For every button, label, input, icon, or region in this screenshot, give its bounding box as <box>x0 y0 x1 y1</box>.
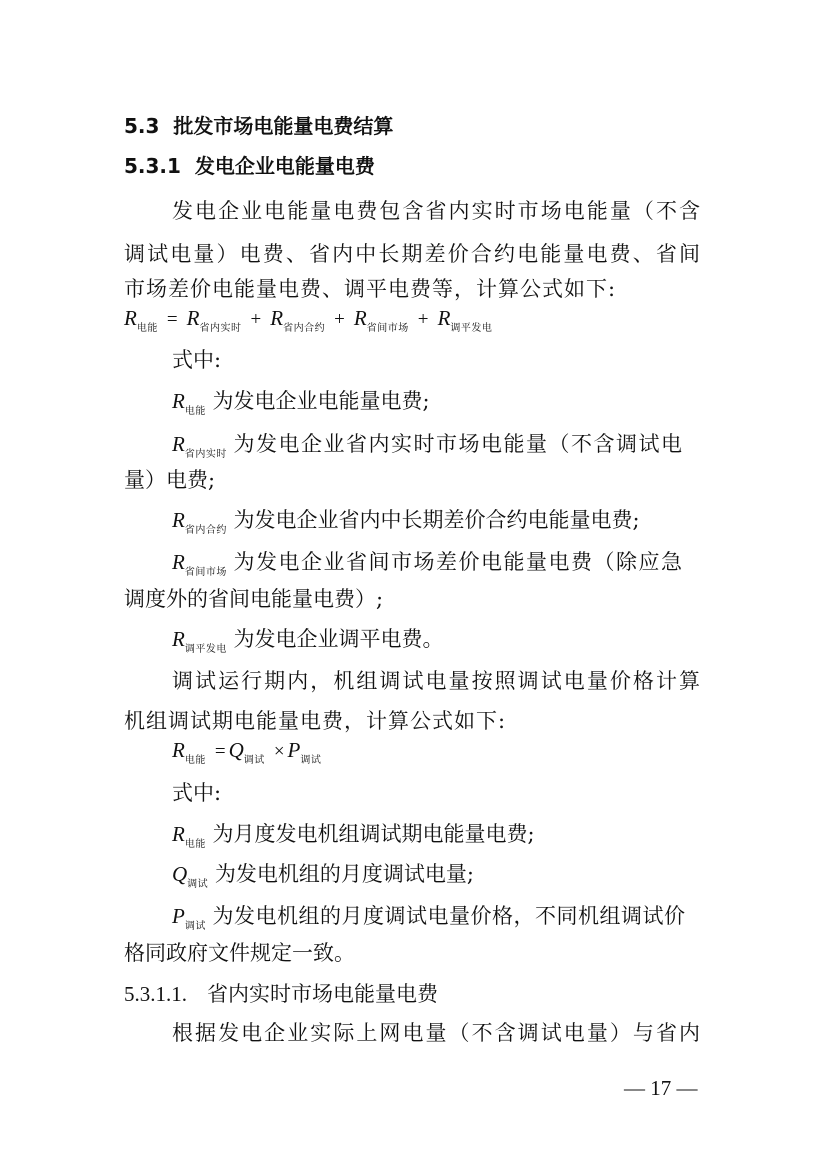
equals-sign: = <box>214 741 226 762</box>
definition-r-provincial-realtime <box>172 430 700 463</box>
page-number: — 17 — <box>624 1076 698 1100</box>
definition-q-commissioning <box>172 860 474 893</box>
formula-symbol: R <box>172 508 185 532</box>
formula-symbol: Q <box>172 862 188 886</box>
formula-total-energy-fee <box>124 304 492 337</box>
section-title: 省内实时市场电能量电费 <box>207 982 439 1006</box>
formula-symbol: R <box>186 306 200 330</box>
formula-symbol: R <box>353 306 367 330</box>
formula-symbol: P <box>287 738 301 762</box>
formula-symbol: R <box>437 306 451 330</box>
paragraph-line: 市场差价电能量电费、调平电费等，计算公式如下: <box>124 277 617 301</box>
formula-subscript: 省间市场 <box>366 323 409 334</box>
formula-subscript: 省内合约 <box>184 525 227 536</box>
paragraph-line: 调试运行期内，机组调试电量按照调试电量价格计算 <box>172 669 700 693</box>
definition-r-energy-monthly <box>172 820 535 853</box>
formula-symbol: R <box>172 389 185 413</box>
plus-sign: + <box>250 309 262 330</box>
section-heading-5-3-1-1 <box>124 980 438 1008</box>
formula-subscript: 调平发电 <box>184 644 227 655</box>
section-title: 发电企业电能量电费 <box>194 154 375 178</box>
definition-text: 为月度发电机组调试期电能量电费; <box>212 822 535 846</box>
definition-r-provincial-contract <box>172 506 640 539</box>
formula-subscript: 调试 <box>187 879 209 890</box>
section-heading-5-3-1 <box>124 152 375 180</box>
where-label: 式中: <box>172 781 222 805</box>
definition-continuation: 量）电费; <box>124 468 216 492</box>
paragraph-line: 机组调试期电能量电费，计算公式如下: <box>124 709 507 733</box>
plus-sign: + <box>334 309 345 330</box>
formula-subscript: 省内合约 <box>283 323 326 334</box>
formula-subscript: 电能 <box>184 406 206 417</box>
paragraph-line: 调试电量）电费、省内中长期差价合约电能量电费、省间 <box>124 242 700 266</box>
formula-symbol: Q <box>228 738 244 762</box>
definition-text: 为发电机组的月度调试电量价格，不同机组调试价 <box>212 904 686 928</box>
formula-symbol: R <box>270 306 284 330</box>
section-number: 5.3.1.1. <box>124 982 187 1006</box>
section-number: 5.3 <box>124 114 160 138</box>
definition-text: 为发电企业电能量电费; <box>212 389 430 413</box>
formula-symbol: P <box>172 904 185 928</box>
definition-text: 为发电企业省内中长期差价合约电能量电费; <box>233 508 640 532</box>
formula-subscript: 电能 <box>184 755 206 766</box>
formula-commissioning-fee <box>172 736 321 769</box>
definition-text: 为发电企业调平电费。 <box>233 627 444 651</box>
formula-subscript: 调试 <box>300 755 322 766</box>
definition-r-balancing <box>172 625 444 658</box>
definition-text: 为发电机组的月度调试电量; <box>214 862 474 886</box>
formula-subscript: 省内实时 <box>184 449 227 460</box>
definition-text: 为发电企业省间市场差价电能量电费（除应急 <box>233 550 684 574</box>
definition-r-interprovincial <box>172 548 700 581</box>
section-title: 批发市场电能量电费结算 <box>173 114 394 138</box>
definition-r-energy <box>172 387 430 420</box>
where-label: 式中: <box>172 348 222 372</box>
formula-subscript: 省间市场 <box>184 567 227 578</box>
formula-symbol: R <box>172 432 185 456</box>
definition-continuation: 调度外的省间电能量电费）; <box>124 587 384 611</box>
formula-symbol: R <box>172 627 185 651</box>
paragraph-line: 发电企业电能量电费包含省内实时市场电能量（不含 <box>172 199 700 223</box>
definition-p-commissioning <box>172 902 700 935</box>
definition-continuation: 格同政府文件规定一致。 <box>124 941 355 965</box>
formula-symbol: R <box>172 822 185 846</box>
section-heading-5-3 <box>124 112 393 140</box>
formula-subscript: 省内实时 <box>199 323 242 334</box>
formula-symbol: R <box>172 738 185 762</box>
formula-subscript: 电能 <box>136 323 158 334</box>
formula-subscript: 调试 <box>184 921 206 932</box>
formula-symbol: R <box>172 550 185 574</box>
times-sign: × <box>273 741 285 762</box>
formula-subscript: 调试 <box>243 755 265 766</box>
paragraph-line: 根据发电企业实际上网电量（不含调试电量）与省内 <box>172 1021 700 1045</box>
formula-subscript: 调平发电 <box>450 323 493 334</box>
formula-symbol: R <box>124 306 137 330</box>
formula-subscript: 电能 <box>184 839 206 850</box>
plus-sign: + <box>417 309 429 330</box>
definition-text: 为发电企业省内实时市场电能量（不含调试电 <box>233 432 684 456</box>
section-number: 5.3.1 <box>124 154 181 178</box>
equals-sign: = <box>166 309 178 330</box>
